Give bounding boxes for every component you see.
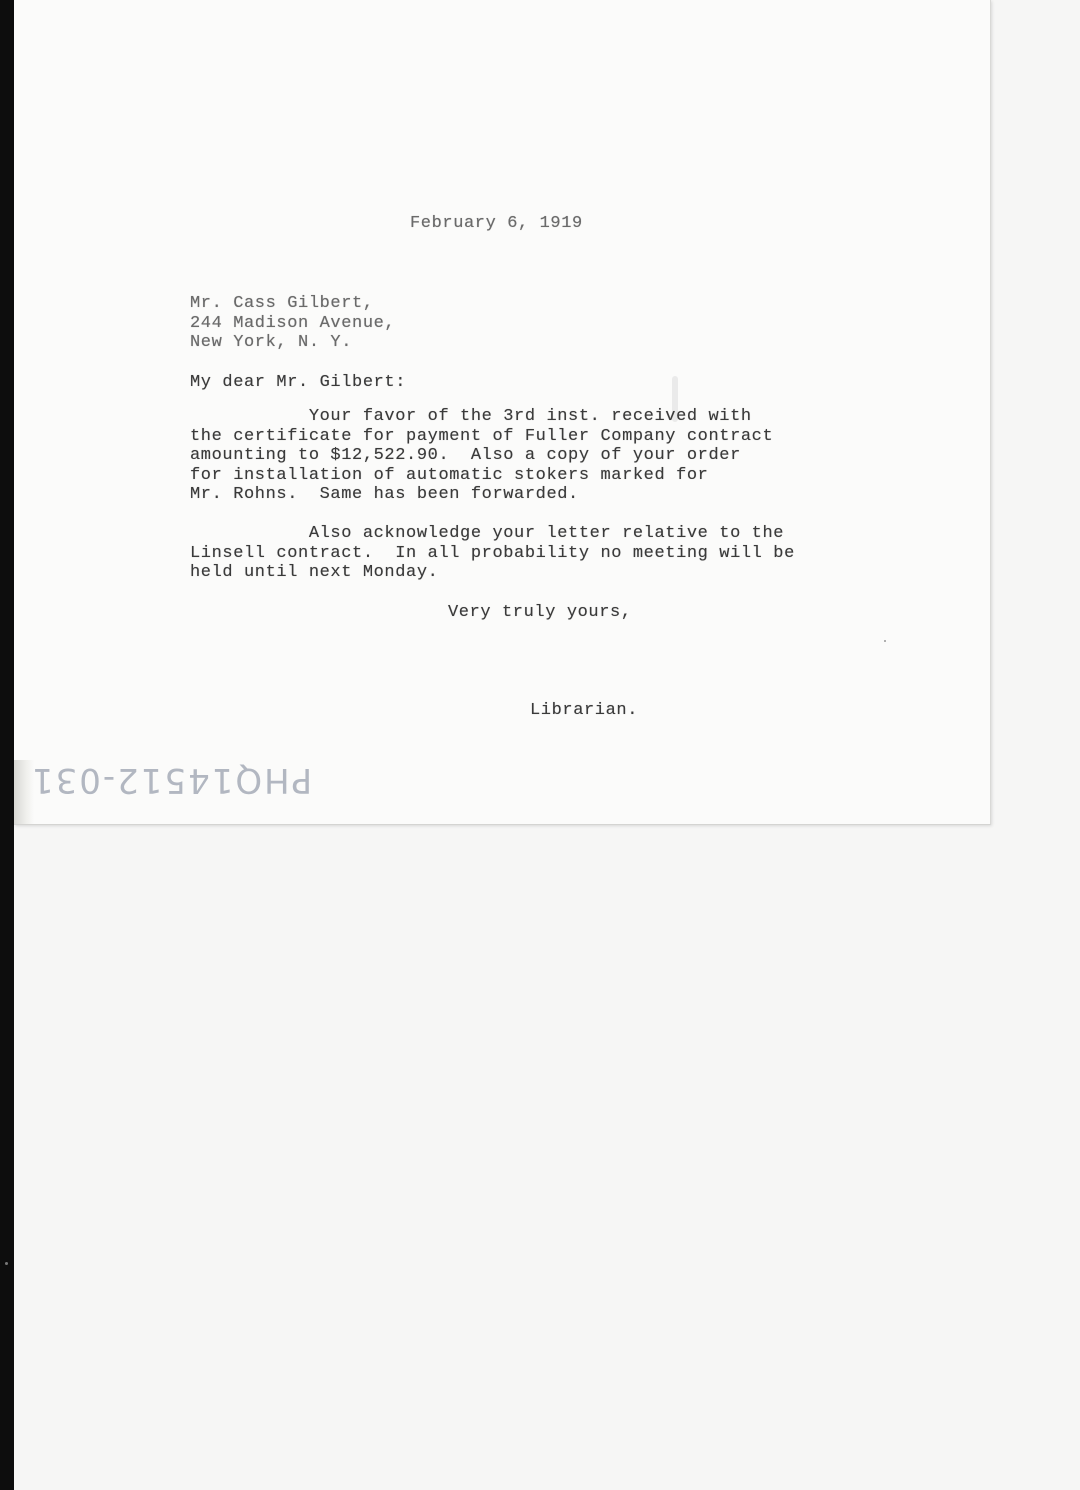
dust-speck (884, 640, 886, 642)
scanner-edge (0, 0, 14, 1490)
paragraph-line: the certificate for payment of Fuller Company contract (190, 426, 774, 446)
paragraph-line: amounting to $12,522.90. Also a copy of your order (190, 446, 741, 465)
recipient-name: Mr. Cass Gilbert, (190, 294, 374, 313)
recipient-street: 244 Madison Avenue, (190, 313, 396, 333)
body-paragraph-1 (190, 407, 773, 505)
paragraph-line: for installation of automatic stokers marked for (190, 465, 709, 485)
salutation: My dear Mr. Gilbert: (190, 373, 407, 392)
closing: Very truly yours, (448, 603, 632, 622)
letter-date: February 6, 1919 (410, 214, 583, 233)
paragraph-line: Linsell contract. In all probability no meeting will be (190, 543, 795, 563)
paragraph-line: Also acknowledge your letter relative to the (190, 524, 785, 543)
recipient-city: New York, N. Y. (190, 333, 353, 352)
paragraph-line: Mr. Rohns. Same has been forwarded. (190, 485, 579, 504)
paragraph-line: Your favor of the 3rd inst. received with (190, 407, 752, 426)
archive-stamp: PHQ14512-031 (30, 760, 313, 800)
dust-speck (5, 1262, 8, 1265)
signature-title: Librarian. (530, 701, 639, 720)
body-paragraph-2 (190, 524, 795, 583)
recipient-address (190, 294, 395, 353)
paragraph-line: held until next Monday. (190, 563, 439, 582)
